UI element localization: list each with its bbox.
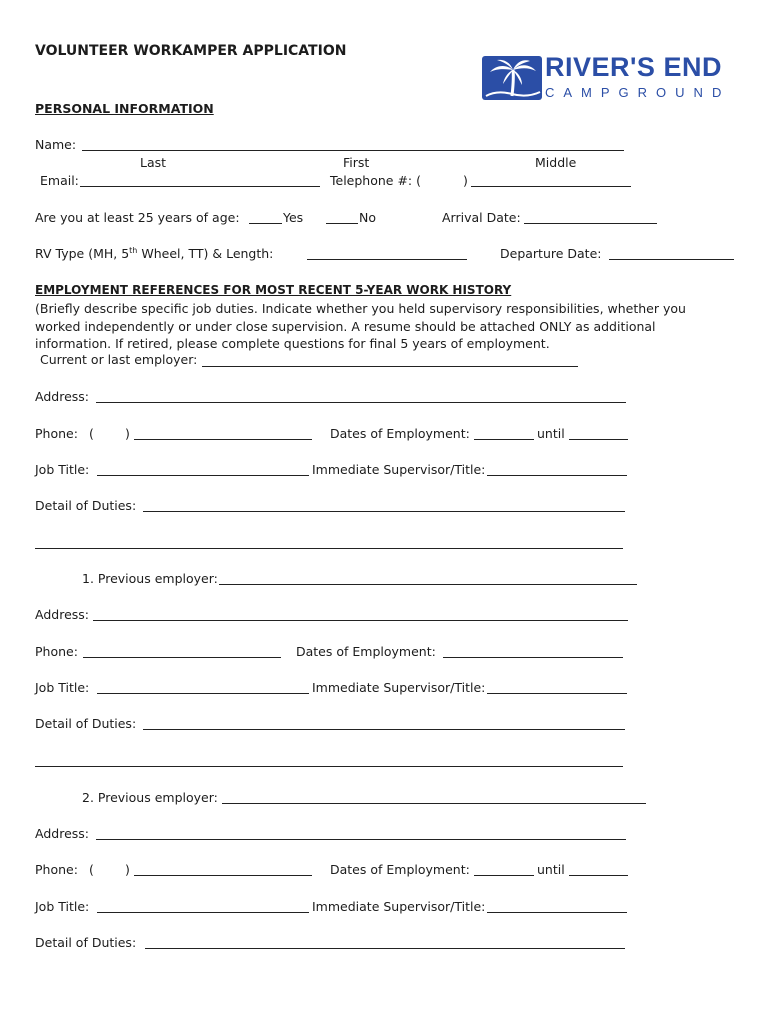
departure-date-field[interactable] (609, 259, 734, 260)
dates-until-field[interactable] (569, 439, 628, 440)
job-title-field[interactable] (97, 475, 309, 476)
phone-close-paren: ) (125, 426, 130, 441)
until-label: until (537, 862, 565, 877)
employment-instructions: (Briefly describe specific job duties. Indicate whether you held supervisory responsibilities, whether you worked independently or under close supervision. A resume should be attached ONLY as additional information. If retired, please complete questions for final 5 years of employment. (35, 301, 686, 351)
telephone-label: Telephone #: ( (330, 173, 421, 188)
age-question: Are you at least 25 years of age: (35, 210, 240, 225)
email-field[interactable] (80, 186, 320, 187)
last-name-caption: Last (140, 155, 167, 170)
job-title-label: Job Title: (35, 899, 90, 914)
previous-employer-2-field[interactable] (222, 803, 646, 804)
supervisor-label: Immediate Supervisor/Title: (312, 899, 486, 914)
first-name-caption: First (343, 155, 370, 170)
telephone-close-paren: ) (463, 173, 468, 188)
address-label: Address: (35, 826, 89, 841)
duties-label: Detail of Duties: (35, 935, 137, 950)
phone-open-paren: ( (89, 862, 94, 877)
address-label: Address: (35, 389, 89, 404)
dates-of-employment-label: Dates of Employment: (330, 426, 470, 441)
phone-label: Phone: (35, 644, 78, 659)
telephone-field[interactable] (471, 186, 631, 187)
age-no-field[interactable] (326, 223, 358, 224)
phone-close-paren: ) (125, 862, 130, 877)
until-label: until (537, 426, 565, 441)
duties-field[interactable] (143, 729, 625, 730)
name-label: Name: (35, 137, 77, 152)
page-title: VOLUNTEER WORKAMPER APPLICATION (35, 43, 347, 59)
age-yes-label: Yes (283, 210, 304, 225)
supervisor-field[interactable] (487, 912, 627, 913)
phone-label: Phone: (35, 862, 78, 877)
dates-from-field[interactable] (474, 875, 534, 876)
duties-field-line-2[interactable] (35, 766, 623, 767)
previous-employer-1-field[interactable] (219, 584, 637, 585)
job-title-field[interactable] (97, 912, 309, 913)
departure-date-label: Departure Date: (500, 246, 602, 261)
phone-field[interactable] (134, 875, 312, 876)
rv-type-field[interactable] (307, 259, 467, 260)
age-no-label: No (359, 210, 376, 225)
current-employer-label: Current or last employer: (40, 352, 198, 367)
duties-field[interactable] (143, 511, 625, 512)
duties-field[interactable] (145, 948, 625, 949)
current-employer-field[interactable] (202, 366, 578, 367)
middle-name-caption: Middle (535, 155, 577, 170)
job-title-label: Job Title: (35, 680, 90, 695)
logo-main-text: RIVER'S END (545, 52, 722, 82)
duties-label: Detail of Duties: (35, 498, 137, 513)
employment-heading: EMPLOYMENT REFERENCES FOR MOST RECENT 5-YEAR WORK HISTORY (35, 283, 512, 297)
rv-type-label: RV Type (MH, 5th Wheel, TT) & Length: (35, 246, 274, 262)
phone-field[interactable] (83, 657, 281, 658)
dates-of-employment-label: Dates of Employment: (296, 644, 436, 659)
supervisor-label: Immediate Supervisor/Title: (312, 680, 486, 695)
duties-field-line-2[interactable] (35, 548, 623, 549)
palm-tree-icon (482, 56, 542, 100)
age-yes-field[interactable] (249, 223, 282, 224)
phone-open-paren: ( (89, 426, 94, 441)
duties-label: Detail of Duties: (35, 716, 137, 731)
supervisor-field[interactable] (487, 475, 627, 476)
address-label: Address: (35, 607, 89, 622)
address-field[interactable] (93, 620, 628, 621)
job-title-label: Job Title: (35, 462, 90, 477)
logo-sub-text: CAMPGROUND (545, 85, 731, 100)
email-label: Email: (40, 173, 79, 188)
dates-from-field[interactable] (474, 439, 534, 440)
previous-employer-1-label: 1. Previous employer: (82, 571, 218, 586)
dates-field[interactable] (443, 657, 623, 658)
previous-employer-2-label: 2. Previous employer: (82, 790, 218, 805)
arrival-date-field[interactable] (524, 223, 657, 224)
logo (482, 52, 731, 104)
personal-info-heading: PERSONAL INFORMATION (35, 101, 214, 116)
phone-field[interactable] (134, 439, 312, 440)
supervisor-field[interactable] (487, 693, 627, 694)
name-field[interactable] (82, 150, 624, 151)
phone-label: Phone: (35, 426, 78, 441)
arrival-date-label: Arrival Date: (442, 210, 521, 225)
supervisor-label: Immediate Supervisor/Title: (312, 462, 486, 477)
job-title-field[interactable] (97, 693, 309, 694)
address-field[interactable] (96, 402, 626, 403)
dates-until-field[interactable] (569, 875, 628, 876)
address-field[interactable] (96, 839, 626, 840)
dates-of-employment-label: Dates of Employment: (330, 862, 470, 877)
